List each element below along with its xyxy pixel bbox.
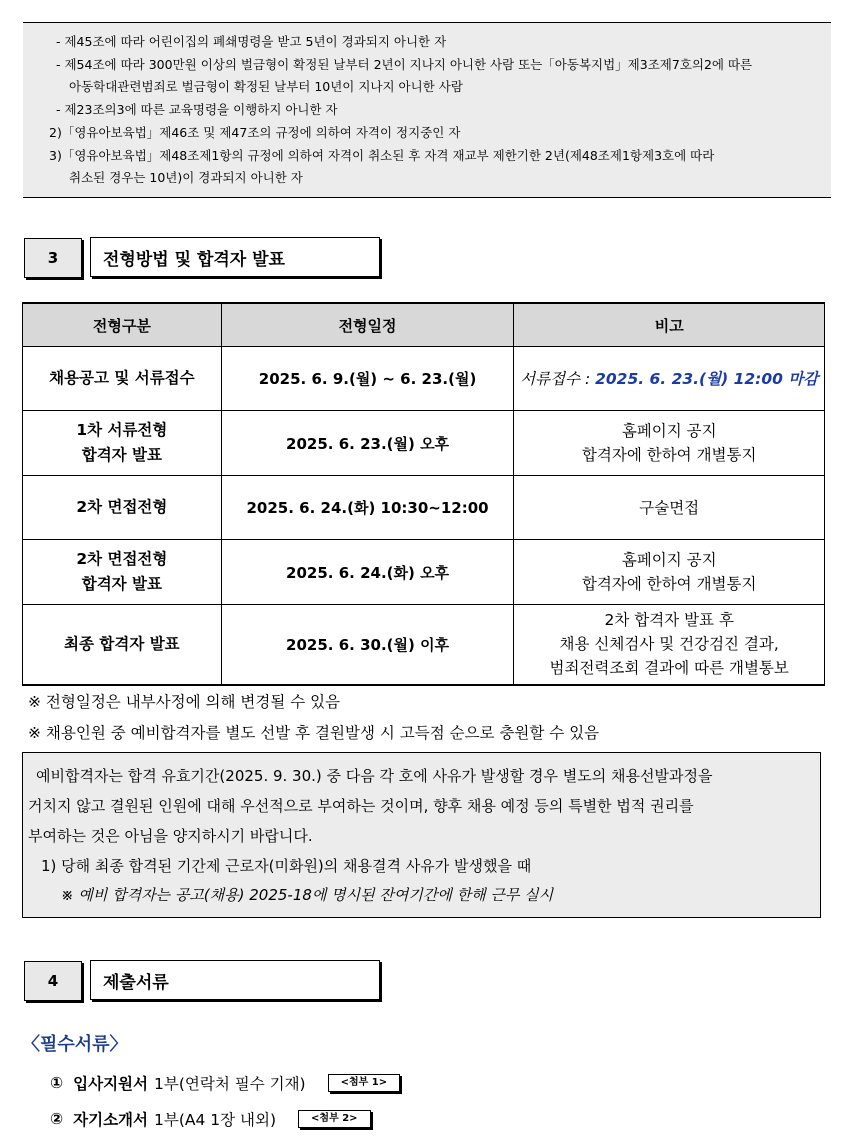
note-cell <box>514 347 825 411</box>
item-number: ① <box>50 1074 64 1092</box>
stage-cell: 최종 합격자 발표 <box>23 605 222 685</box>
stage-cell: 2차 면접전형 합격자 발표 <box>23 540 222 605</box>
disqualification-box <box>23 22 831 198</box>
attachment-badge: <첨부 1> <box>328 1074 401 1092</box>
reserve-note: ※ 채용인원 중 예비합격자를 별도 선발 후 결원발생 시 고득점 순으로 충원할 수 있음 <box>28 724 600 742</box>
disq-line: 아동학대관련범죄로 벌금형이 확정된 날부터 10년이 지나지 아니한 사람 <box>69 79 463 94</box>
table-row <box>23 476 825 540</box>
date-cell: 2025. 6. 24.(화) 10:30~12:00 <box>221 476 514 540</box>
note-cell: 홈페이지 공지 합격자에 한하여 개별통지 <box>514 411 825 476</box>
reserve-line: ※ 예비 합격자는 공고(채용) 2025-18에 명시된 잔여기간에 한해 근무 실시 <box>61 886 554 904</box>
section-title: 전형방법 및 합격자 발표 <box>90 237 380 277</box>
item-name: 자기소개서 <box>73 1111 148 1129</box>
stage-cell: 채용공고 및 서류접수 <box>23 347 222 411</box>
date-cell: 2025. 6. 9.(월) ~ 6. 23.(월) <box>221 347 514 411</box>
item-detail: 1부(A4 1장 내외) <box>154 1111 277 1129</box>
date-cell: 2025. 6. 30.(월) 이후 <box>221 605 514 685</box>
reserve-info-box <box>22 752 821 918</box>
stage-cell: 1차 서류전형 합격자 발표 <box>23 411 222 476</box>
required-docs-title: 〈필수서류〉 <box>22 1034 128 1055</box>
attachment-badge: <첨부 2> <box>298 1110 371 1128</box>
schedule-note: ※ 전형일정은 내부사정에 의해 변경될 수 있음 <box>28 693 341 711</box>
disq-line: - 제45조에 따라 어린이집의 폐쇄명령을 받고 5년이 경과되지 아니한 자 <box>56 34 447 49</box>
date-cell: 2025. 6. 24.(화) 오후 <box>221 540 514 605</box>
section-number: 3 <box>24 238 82 278</box>
section-title: 제출서류 <box>90 960 380 1000</box>
item-name: 입사지원서 <box>73 1075 148 1093</box>
note-cell: 2차 합격자 발표 후 채용 신체검사 및 건강검진 결과, 범죄전력조회 결과에 따른 개별통보 <box>514 605 825 685</box>
table-row <box>23 540 825 605</box>
required-item <box>50 1072 400 1094</box>
reserve-line: 거치지 않고 결원된 인원에 대해 우선적으로 부여하는 것이며, 향후 채용 예정 등의 특별한 법적 권리를 <box>28 797 694 815</box>
item-detail: 1부(연락처 필수 기재) <box>154 1075 306 1093</box>
stage-cell: 2차 면접전형 <box>23 476 222 540</box>
note-prefix: 서류접수 : <box>520 369 596 388</box>
required-item <box>50 1108 371 1130</box>
table-row <box>23 411 825 476</box>
disq-line: 3)「영유아보육법」제48조제1항의 규정에 의하여 자격이 취소된 후 자격 재교부 제한기한 2년(제48조제1항제3호에 따라 <box>49 148 715 163</box>
table-row <box>23 347 825 411</box>
reserve-line: 예비합격자는 합격 유효기간(2025. 9. 30.) 중 다음 각 호에 사유가 발생할 경우 별도의 채용선발과정을 <box>36 767 713 785</box>
disq-line: 2)「영유아보육법」제46조 및 제47조의 규정에 의하여 자격이 정지중인 자 <box>49 125 461 140</box>
section-number: 4 <box>24 961 82 1001</box>
disq-line: - 제54조에 따라 300만원 이상의 벌금형이 확정된 날부터 2년이 지나지 아니한 사람 또는「아동복지법」제3조제7호의2에 따른 <box>56 57 753 72</box>
item-number: ② <box>50 1110 64 1128</box>
header-note: 비고 <box>514 303 825 347</box>
reserve-line: 부여하는 것은 아님을 양지하시기 바랍니다. <box>28 827 313 845</box>
note-cell: 구술면접 <box>514 476 825 540</box>
table-row <box>23 605 825 685</box>
date-cell: 2025. 6. 23.(월) 오후 <box>221 411 514 476</box>
header-date: 전형일정 <box>221 303 514 347</box>
header-stage: 전형구분 <box>23 303 222 347</box>
schedule-table <box>22 302 825 686</box>
disq-line: 취소된 경우는 10년)이 경과되지 아니한 자 <box>69 170 303 185</box>
reserve-line: 1) 당해 최종 합격된 기간제 근로자(미화원)의 채용결격 사유가 발생했을 때 <box>41 857 532 875</box>
deadline-highlight: 2025. 6. 23.(월) 12:00 마감 <box>595 369 819 388</box>
disq-line: - 제23조의3에 따른 교육명령을 이행하지 아니한 자 <box>56 102 338 117</box>
note-cell: 홈페이지 공지 합격자에 한하여 개별통지 <box>514 540 825 605</box>
